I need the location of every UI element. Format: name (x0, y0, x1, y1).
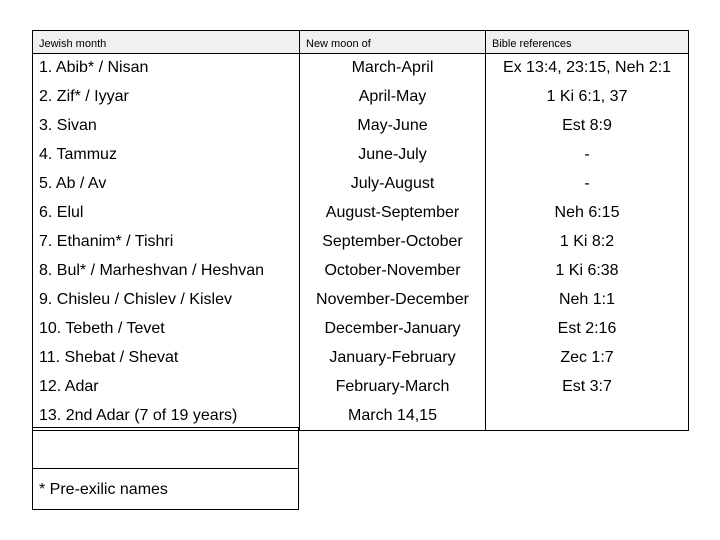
new-moon-cell: September-October (299, 227, 486, 257)
bible-reference-cell: 1 Ki 8:2 (485, 227, 689, 257)
new-moon-cell: December-January (299, 314, 486, 344)
bible-reference-cell: Ex 13:4, 23:15, Neh 2:1 (485, 53, 689, 83)
new-moon-cell: October-November (299, 256, 486, 286)
bible-reference-cell: Neh 1:1 (485, 285, 689, 315)
month-cell: 6. Elul (32, 198, 300, 228)
new-moon-cell: November-December (299, 285, 486, 315)
table-row (32, 82, 689, 111)
new-moon-cell: March-April (299, 53, 486, 83)
bible-reference-cell: 1 Ki 6:38 (485, 256, 689, 286)
table-row (32, 169, 689, 198)
bible-reference-cell: Neh 6:15 (485, 198, 689, 228)
new-moon-cell: February-March (299, 372, 486, 402)
table-row (32, 198, 689, 227)
table-row (32, 53, 689, 82)
month-cell: 4. Tammuz (32, 140, 300, 170)
bible-reference-cell: 1 Ki 6:1, 37 (485, 82, 689, 112)
month-cell: 12. Adar (32, 372, 300, 402)
new-moon-cell: May-June (299, 111, 486, 141)
header-jewish-month: Jewish month (32, 30, 300, 54)
table-row (32, 227, 689, 256)
month-cell: 13. 2nd Adar (7 of 19 years) (32, 401, 300, 431)
bible-reference-cell: - (485, 140, 689, 170)
month-cell: 10. Tebeth / Tevet (32, 314, 300, 344)
new-moon-cell: July-August (299, 169, 486, 199)
header-new-moon: New moon of (299, 30, 486, 54)
month-cell: 8. Bul* / Marheshvan / Heshvan (32, 256, 300, 286)
bible-reference-cell: Est 2:16 (485, 314, 689, 344)
bible-reference-cell: Est 3:7 (485, 372, 689, 402)
footnote-cell (32, 468, 299, 510)
table-header-row (32, 30, 689, 53)
month-cell: 11. Shebat / Shevat (32, 343, 300, 373)
new-moon-cell: June-July (299, 140, 486, 170)
blank-cell (32, 427, 299, 469)
table-row (32, 285, 689, 314)
table-row (32, 314, 689, 343)
month-cell: 9. Chisleu / Chislev / Kislev (32, 285, 300, 315)
new-moon-cell: March 14,15 (299, 401, 486, 431)
table-row (32, 111, 689, 140)
bible-reference-cell: Est 8:9 (485, 111, 689, 141)
table-row (32, 343, 689, 372)
month-cell: 2. Zif* / Iyyar (32, 82, 300, 112)
table-row (32, 140, 689, 169)
table-row (32, 256, 689, 285)
month-cell: 7. Ethanim* / Tishri (32, 227, 300, 257)
footnote-text: * Pre-exilic names (39, 481, 168, 498)
new-moon-cell: August-September (299, 198, 486, 228)
month-cell: 5. Ab / Av (32, 169, 300, 199)
table-row (32, 372, 689, 401)
bible-reference-cell: - (485, 169, 689, 199)
month-cell: 3. Sivan (32, 111, 300, 141)
bible-reference-cell: Zec 1:7 (485, 343, 689, 373)
header-bible-references: Bible references (485, 30, 689, 54)
month-cell: 1. Abib* / Nisan (32, 53, 300, 83)
new-moon-cell: April-May (299, 82, 486, 112)
bible-reference-cell (485, 401, 689, 431)
new-moon-cell: January-February (299, 343, 486, 373)
table-row (32, 401, 689, 430)
jewish-months-table (32, 30, 689, 430)
